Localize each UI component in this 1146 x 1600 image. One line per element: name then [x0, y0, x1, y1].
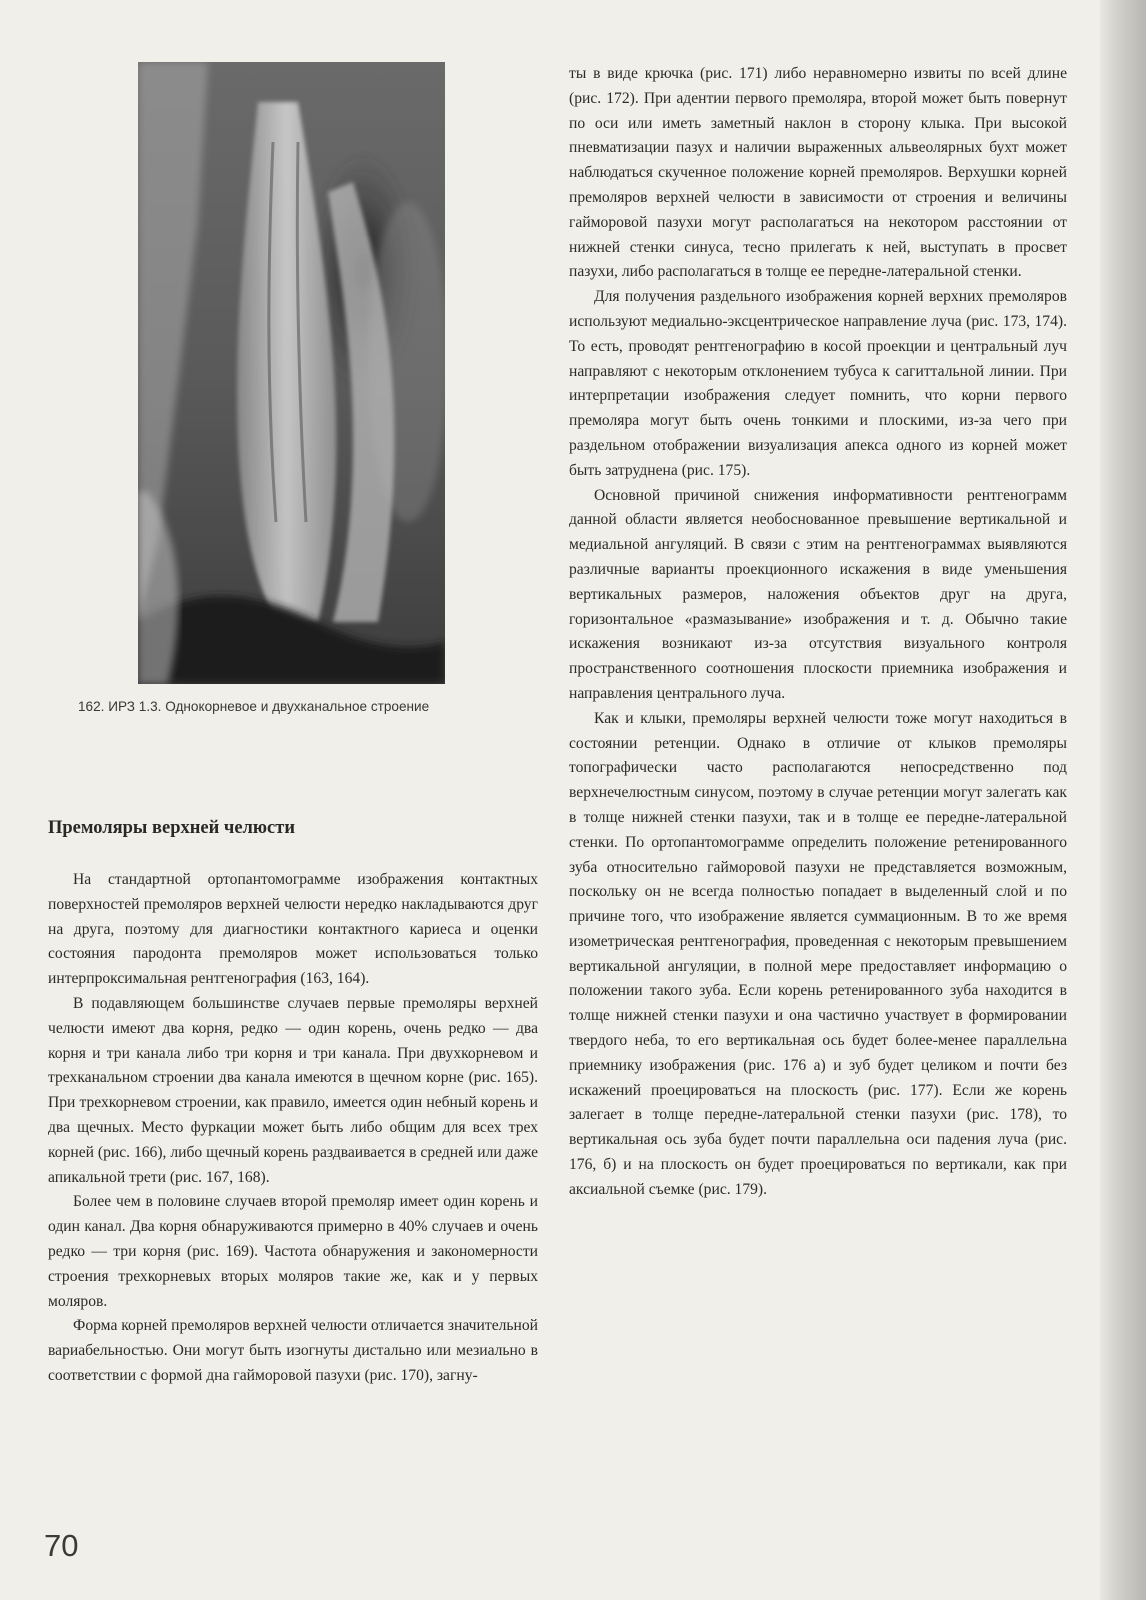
figure-caption: 162. ИРЗ 1.3. Однокорневое и двухканальное строение [78, 699, 430, 714]
book-spine-shadow [1100, 0, 1146, 1600]
xray-image [138, 62, 445, 684]
xray-figure [138, 62, 445, 684]
paragraph: Более чем в половине случаев второй премоляр имеет один корень и один канал. Два корня обнаруживаются примерно в 40% случаев и очень редко — три корня (рис. 169). Частота обнаружения и закономерности строения трехкорневых вторых моляров такие же, как и у первых моляров. [48, 1193, 538, 1310]
paragraph: Как и клыки, премоляры верхней челюсти тоже могут находиться в состоянии ретенции. Однако в отличие от клыков премоляры топографически часто располагаются непосредственно под верхнечелюстным синусом, поэтому в случае ретенции могут залегать как в толще нижней стенки пазухи, так и в толще ее передне-латеральной стенки. По ортопантомограмме определить положение ретенированного зуба относительно гайморовой пазухи не представляется возможным, поскольку он не всегда полностью попадает в выделенный слой и по причине того, что изображение является суммационным. В то же время изометрическая рентгенография, проведенная с некоторым превышением вертикальной ангуляции, в полной мере предоставляет информацию о положении такого зуба. Если корень ретенированного зуба находится в толще нижней стенки пазухи и она частично участвует в формировании твердого неба, то его вертикальная ось будет более-менее параллельна приемнику изображения (рис. 176 а) и зуб будет целиком и почти без искажений проецироваться на плоскость (рис. 177). Если же корень залегает в толще передне-латеральной стенки пазухи (рис. 178), то вертикальная ось зуба будет почти параллельна оси падения луча (рис. 176, б) и на плоскость он будет проецироваться по вертикали, как при аксиальной съемке (рис. 179). [569, 709, 1067, 1198]
section-heading: Премоляры верхней челюсти [48, 818, 296, 838]
paragraph: Для получения раздельного изображения корней верхних премоляров используют медиально-эксцентрическое направление луча (рис. 173, 174). То есть, проводят рентгенографию в косой проекции и центральный луч направляют с некоторым отклонением тубуса к сагиттальной линии. При интерпретации изображения следует помнить, что корни первого премоляра могут быть очень тонкими и плоскими, из-за чего при раздельном отображении визуализация апекса одного из корней может быть затруднена (рис. 175). [569, 288, 1067, 479]
right-text-column [569, 62, 1067, 1203]
paragraph: Основной причиной снижения информативности рентгенограмм данной области является необоснованное превышение вертикальной и медиальной ангуляций. В связи с этим на рентгенограммах выявляются различные варианты проекционного искажения в виде уменьшения вертикальных размеров, наложения объектов друг на друга, горизонтальное «размазывание» изображения и т. д. Обычно такие искажения возникают из-за отсутствия визуального контроля пространственного соотношения плоскости приемника изображения и направления центрального луча. [569, 486, 1067, 702]
page-number: 70 [44, 1528, 79, 1563]
paragraph: Форма корней премоляров верхней челюсти отличается значительной вариабельностью. Они могут быть изогнуты дистально или мезиально в соответствии с формой дна гайморовой пазухи (рис. 170), загну- [48, 1317, 538, 1384]
paragraph: ты в виде крючка (рис. 171) либо неравномерно извиты по всей длине (рис. 172). При адентии первого премоляра, второй может быть повернут по оси или иметь заметный наклон в сторону клыка. При высокой пневматизации пазух и наличии выраженных альвеолярных бухт может наблюдаться скученное положение корней премоляров. Верхушки корней премоляров верхней челюсти в зависимости от строения и величины гайморовой пазухи могут располагаться на некотором расстоянии от нижней стенки синуса, тесно прилегать к ней, выступать в просвет пазухи, либо располагаться в толще ее передне-латеральной стенки. [569, 65, 1067, 281]
left-text-column [48, 868, 538, 1389]
paragraph: В подавляющем большинстве случаев первые премоляры верхней челюсти имеют два корня, редко — один корень, очень редко — два корня и три канала либо три корня и три канала. При двухкорневом и трехканальном строении два канала имеются в щечном корне (рис. 165). При трехкорневом строении, как правило, имеется один небный корень и два щечных. Место фуркации может быть либо общим для всех трех корней (рис. 166), либо щечный корень раздваивается в средней или даже апикальной трети (рис. 167, 168). [48, 994, 538, 1186]
paragraph: На стандартной ортопантомограмме изображения контактных поверхностей премоляров верхней челюсти нередко накладываются друг на друга, поэтому для диагностики контактного кариеса и оценки состояния пародонта премоляров может использоваться только интерпроксимальная рентгенография (163, 164). [48, 871, 538, 988]
